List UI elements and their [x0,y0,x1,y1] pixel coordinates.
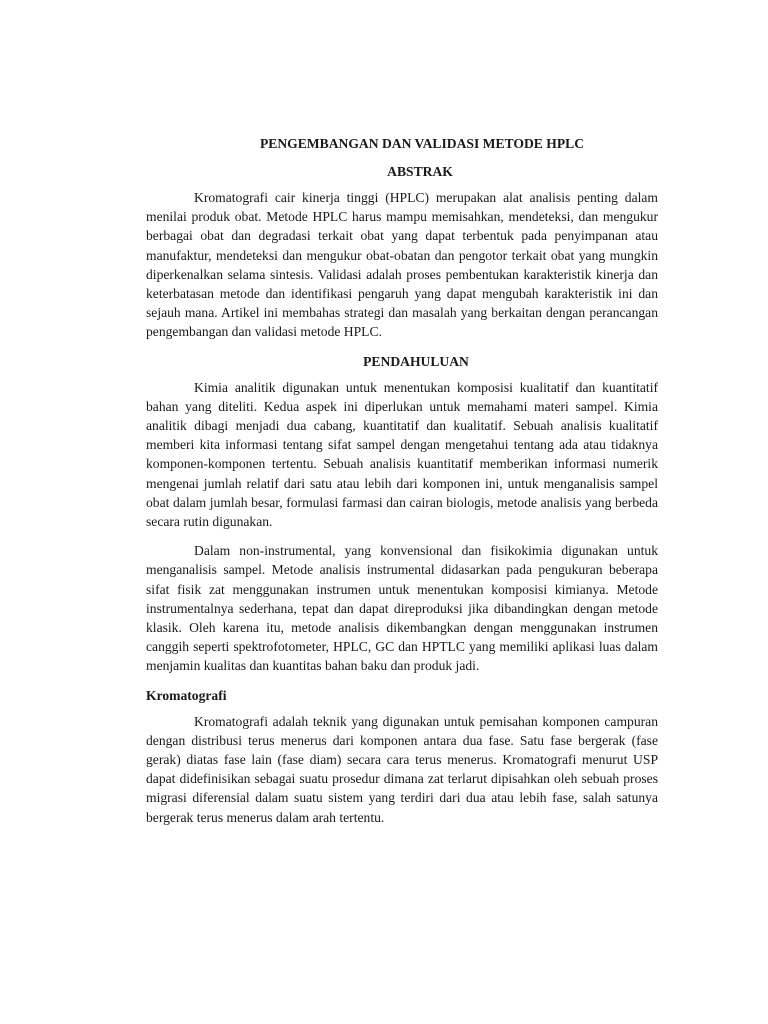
abstract-paragraph: Kromatografi cair kinerja tinggi (HPLC) merupakan alat analisis penting dalam menilai produk obat. Metode HPLC harus mampu memisahkan, mendeteksi, dan mengukur berbagai obat dan degradasi terkait obat yang dapat terbentuk pada penyimpanan atau manufaktur, mendeteksi dan mengukur obat-obatan dan pengotor terkait obat yang mungkin diperkenalkan selama sintesis. Validasi adalah proses pembentukan karakteristik kinerja dan keterbatasan metode dan identifikasi pengaruh yang dapat mengubah karakteristik ini dan sejauh mana. Artikel ini membahas strategi dan masalah yang berkaitan dengan perancangan pengembangan dan validasi metode HPLC. [146,190,658,340]
document-title: PENGEMBANGAN DAN VALIDASI METODE HPLC [259,136,585,151]
chromatography-paragraph: Kromatografi adalah teknik yang digunakan untuk pemisahan komponen campuran dengan distribusi terus menerus dari komponen antara dua fase. Satu fase bergerak (fase gerak) diatas fase lain (fase diam) secara cara terus menerus. Kromatografi menurut USP dapat didefinisikan sebagai suatu prosedur dimana zat terlarut dipisahkan oleh sebuah proses migrasi diferensial dalam suatu sistem yang terdiri dari dua atau lebih fase, salah satunya bergerak terus menerus dalam arah tertentu. [146,713,658,825]
intro-heading: PENDAHULUAN [363,353,469,369]
document-page [146,134,658,837]
abstract-heading: ABSTRAK [387,164,453,179]
intro-paragraph-1: Kimia analitik digunakan untuk menentukan komposisi kualitatif dan kuantitatif bahan yang diteliti. Kedua aspek ini diperlukan untuk memahami materi sampel. Kimia analitik dibagi menjadi dua cabang, kuantitatif dan kualitatif. Sebuah analisis kualitatif memberi kita informasi tentang sifat sampel dengan mengetahui tentang ada atau tidaknya komponen-komponen tertentu. Sebuah analisis kuantitatif memberikan informasi numerik mengenai jumlah relatif dari satu atau lebih dari komponen ini, untuk menganalisis sampel obat dalam jumlah besar, formulasi farmasi dan cairan biologis, metode analisis yang berbeda secara rutin digunakan. [146,379,658,530]
chromatography-heading: Kromatografi [146,687,227,703]
intro-paragraph-2: Dalam non-instrumental, yang konvensional dan fisikokimia digunakan untuk menganalisis sampel. Metode analisis instrumental didasarkan pada pengukuran beberapa sifat fisik zat menggunakan instrumen untuk menentukan komposisi kimianya. Metode instrumentalnya sederhana, tepat dan dapat direproduksi jika dibandingkan dengan metode klasik. Oleh karena itu, metode analisis dikembangkan dengan menggunakan instrumen canggih seperti spektrofotometer, HPLC, GC dan HPTLC yang memiliki aplikasi luas dalam menjamin kualitas dan kuantitas bahan baku dan produk jadi. [146,543,658,674]
